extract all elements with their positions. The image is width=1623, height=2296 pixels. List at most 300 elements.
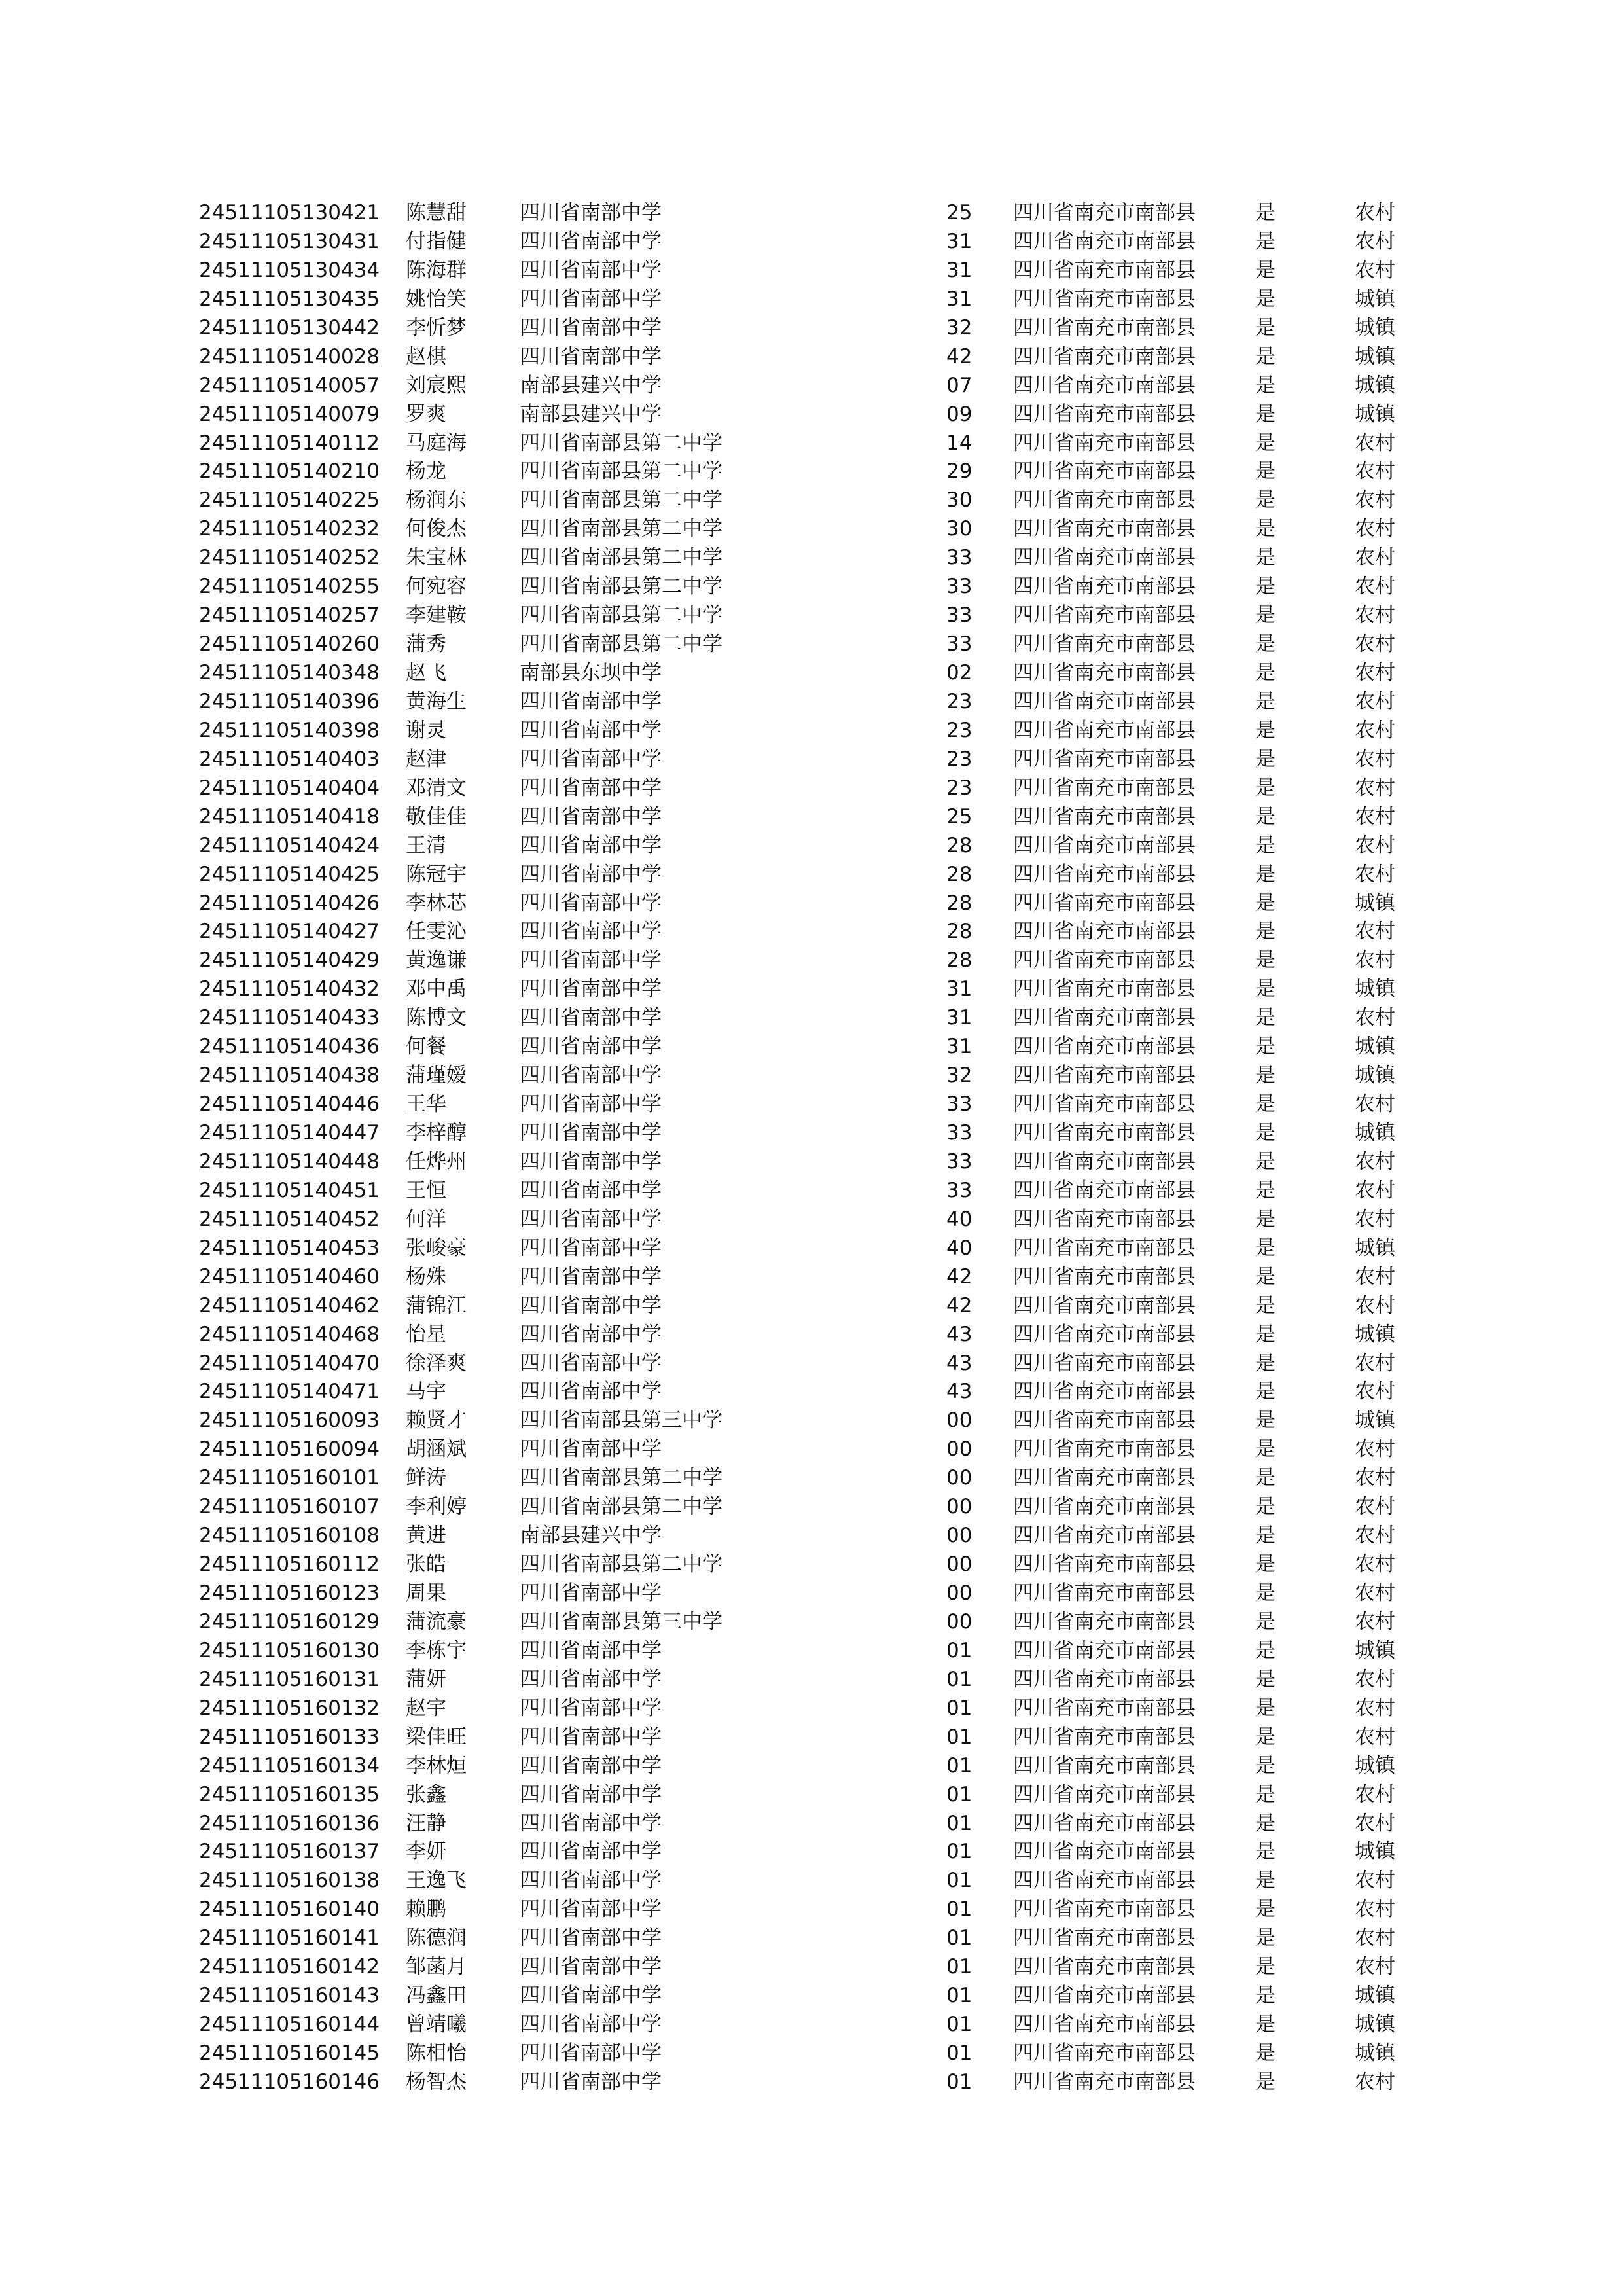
eligibility-flag: 是 [1255,1293,1275,1318]
residence-type: 农村 [1355,459,1395,484]
class-code: 31 [946,977,972,1001]
exam-number: 24511105140252 [199,546,380,570]
eligibility-flag: 是 [1255,891,1275,915]
household-region: 四川省南充市南部县 [1013,804,1196,829]
school-name: 四川省南部中学 [520,1840,662,1864]
table-row [0,515,1623,544]
residence-type: 农村 [1355,1667,1395,1691]
class-code: 40 [946,1207,972,1231]
table-row [0,1810,1623,1839]
student-name: 邹菡月 [406,1955,467,1979]
residence-type: 农村 [1355,1926,1395,1950]
student-name: 赵津 [406,747,446,771]
eligibility-flag: 是 [1255,546,1275,570]
exam-number: 24511105160112 [199,1552,380,1577]
table-row [0,1723,1623,1752]
eligibility-flag: 是 [1255,258,1275,282]
school-name: 四川省南部中学 [520,201,662,224]
eligibility-flag: 是 [1255,1236,1275,1260]
residence-type: 农村 [1355,1149,1395,1174]
school-name: 四川省南部县第二中学 [520,603,722,628]
residence-type: 农村 [1355,575,1395,599]
student-name: 邓清文 [406,776,467,800]
class-code: 33 [946,1149,972,1174]
household-region: 四川省南充市南部县 [1013,1322,1196,1346]
school-name: 四川省南部中学 [520,1811,662,1835]
student-name: 黄海生 [406,689,467,713]
class-code: 01 [946,1984,972,2008]
class-code: 23 [946,718,972,742]
residence-type: 城镇 [1355,373,1395,397]
table-row [0,1464,1623,1493]
student-name: 王清 [406,833,446,857]
eligibility-flag: 是 [1255,632,1275,656]
table-row [0,745,1623,774]
school-name: 四川省南部中学 [520,804,662,829]
exam-number: 24511105140260 [199,632,380,656]
table-row [0,401,1623,429]
residence-type: 城镇 [1355,287,1395,311]
eligibility-flag: 是 [1255,1207,1275,1231]
eligibility-flag: 是 [1255,661,1275,685]
school-name: 南部县建兴中学 [520,402,662,426]
residence-type: 农村 [1355,948,1395,973]
exam-number: 24511105140433 [199,1006,380,1030]
school-name: 四川省南部中学 [520,258,662,282]
table-row [0,1090,1623,1119]
residence-type: 农村 [1355,1207,1395,1231]
household-region: 四川省南充市南部县 [1013,661,1196,685]
school-name: 四川省南部中学 [520,1380,662,1404]
residence-type: 城镇 [1355,1638,1395,1662]
school-name: 四川省南部中学 [520,2070,662,2094]
residence-type: 农村 [1355,661,1395,685]
table-row [0,1695,1623,1723]
exam-number: 24511105140210 [199,459,380,484]
exam-number: 24511105130421 [199,201,380,224]
school-name: 四川省南部中学 [520,2041,662,2065]
household-region: 四川省南充市南部县 [1013,891,1196,915]
exam-number: 24511105160136 [199,1811,380,1835]
exam-number: 24511105130442 [199,315,380,340]
table-row [0,717,1623,745]
household-region: 四川省南充市南部县 [1013,402,1196,426]
household-region: 四川省南充市南部县 [1013,201,1196,224]
exam-number: 24511105140470 [199,1351,380,1375]
school-name: 四川省南部中学 [520,1696,662,1720]
class-code: 30 [946,488,972,512]
household-region: 四川省南充市南部县 [1013,315,1196,340]
household-region: 四川省南充市南部县 [1013,258,1196,282]
residence-type: 农村 [1355,747,1395,771]
table-row [0,1119,1623,1148]
residence-type: 城镇 [1355,2013,1395,2037]
class-code: 31 [946,287,972,311]
class-code: 43 [946,1351,972,1375]
residence-type: 城镇 [1355,1408,1395,1433]
eligibility-flag: 是 [1255,1667,1275,1691]
class-code: 01 [946,1955,972,1979]
table-row [0,1895,1623,1924]
household-region: 四川省南充市南部县 [1013,689,1196,713]
school-name: 四川省南部中学 [520,315,662,340]
household-region: 四川省南充市南部县 [1013,833,1196,857]
exam-number: 24511105140255 [199,575,380,599]
residence-type: 农村 [1355,632,1395,656]
student-name: 王华 [406,1092,446,1117]
class-code: 28 [946,891,972,915]
table-row [0,1033,1623,1062]
school-name: 四川省南部县第二中学 [520,546,722,570]
residence-type: 农村 [1355,718,1395,742]
student-name: 赵飞 [406,661,446,685]
eligibility-flag: 是 [1255,1926,1275,1950]
school-name: 四川省南部中学 [520,1984,662,2008]
school-name: 四川省南部中学 [520,977,662,1001]
school-name: 四川省南部中学 [520,1897,662,1922]
school-name: 四川省南部中学 [520,1638,662,1662]
class-code: 33 [946,1121,972,1145]
student-name: 杨润东 [406,488,467,512]
eligibility-flag: 是 [1255,2070,1275,2094]
table-row [0,1953,1623,1982]
eligibility-flag: 是 [1255,402,1275,426]
school-name: 四川省南部县第二中学 [520,1495,722,1519]
exam-number: 24511105160138 [199,1869,380,1893]
residence-type: 农村 [1355,229,1395,253]
exam-number: 24511105130431 [199,229,380,253]
eligibility-flag: 是 [1255,1351,1275,1375]
class-code: 29 [946,459,972,484]
student-name: 何洋 [406,1207,446,1231]
table-row [0,2068,1623,2097]
eligibility-flag: 是 [1255,1638,1275,1662]
residence-type: 农村 [1355,488,1395,512]
residence-type: 农村 [1355,517,1395,541]
table-row [0,1148,1623,1177]
class-code: 00 [946,1466,972,1490]
eligibility-flag: 是 [1255,431,1275,455]
eligibility-flag: 是 [1255,575,1275,599]
exam-number: 24511105140112 [199,431,380,455]
eligibility-flag: 是 [1255,1495,1275,1519]
student-name: 陈海群 [406,258,467,282]
school-name: 四川省南部中学 [520,1926,662,1950]
household-region: 四川省南充市南部县 [1013,344,1196,368]
exam-number: 24511105160108 [199,1524,380,1548]
student-name: 马庭海 [406,431,467,455]
class-code: 00 [946,1609,972,1634]
residence-type: 城镇 [1355,344,1395,368]
class-code: 00 [946,1524,972,1548]
student-name: 杨龙 [406,459,446,484]
residence-type: 农村 [1355,1351,1395,1375]
class-code: 01 [946,2070,972,2094]
eligibility-flag: 是 [1255,315,1275,340]
household-region: 四川省南充市南部县 [1013,229,1196,253]
class-code: 23 [946,776,972,800]
household-region: 四川省南充市南部县 [1013,459,1196,484]
school-name: 四川省南部中学 [520,1236,662,1260]
table-row [0,774,1623,803]
residence-type: 农村 [1355,431,1395,455]
class-code: 01 [946,1782,972,1806]
class-code: 00 [946,1408,972,1433]
eligibility-flag: 是 [1255,1121,1275,1145]
eligibility-flag: 是 [1255,2041,1275,2065]
household-region: 四川省南充市南部县 [1013,517,1196,541]
household-region: 四川省南充市南部县 [1013,373,1196,397]
student-name: 怡星 [406,1322,446,1346]
residence-type: 农村 [1355,1380,1395,1404]
household-region: 四川省南充市南部县 [1013,1006,1196,1030]
residence-type: 城镇 [1355,891,1395,915]
student-name: 杨智杰 [406,2070,467,2094]
residence-type: 农村 [1355,1581,1395,1605]
exam-number: 24511105130434 [199,258,380,282]
exam-number: 24511105160133 [199,1725,380,1749]
eligibility-flag: 是 [1255,1466,1275,1490]
class-code: 31 [946,229,972,253]
exam-number: 24511105140432 [199,977,380,1001]
eligibility-flag: 是 [1255,1178,1275,1202]
table-row [0,1321,1623,1350]
household-region: 四川省南充市南部县 [1013,1955,1196,1979]
exam-number: 24511105140452 [199,1207,380,1231]
eligibility-flag: 是 [1255,344,1275,368]
household-region: 四川省南充市南部县 [1013,1926,1196,1950]
household-region: 四川省南充市南部县 [1013,431,1196,455]
eligibility-flag: 是 [1255,1265,1275,1289]
school-name: 四川省南部中学 [520,2013,662,2037]
eligibility-flag: 是 [1255,1581,1275,1605]
class-code: 01 [946,1811,972,1835]
school-name: 四川省南部中学 [520,1035,662,1059]
class-code: 00 [946,1581,972,1605]
table-row [0,1435,1623,1464]
eligibility-flag: 是 [1255,977,1275,1001]
table-row [0,199,1623,228]
eligibility-flag: 是 [1255,1035,1275,1059]
class-code: 00 [946,1495,972,1519]
household-region: 四川省南充市南部县 [1013,1984,1196,2008]
residence-type: 农村 [1355,920,1395,944]
school-name: 四川省南部县第二中学 [520,575,722,599]
household-region: 四川省南充市南部县 [1013,546,1196,570]
household-region: 四川省南充市南部县 [1013,1380,1196,1404]
exam-number: 24511105160107 [199,1495,380,1519]
student-name: 任雯沁 [406,920,467,944]
table-row [0,1924,1623,1953]
class-code: 01 [946,1667,972,1691]
school-name: 四川省南部中学 [520,833,662,857]
table-row [0,601,1623,630]
school-name: 四川省南部中学 [520,718,662,742]
table-row [0,573,1623,601]
class-code: 43 [946,1322,972,1346]
household-region: 四川省南充市南部县 [1013,920,1196,944]
residence-type: 农村 [1355,1696,1395,1720]
exam-number: 24511105140028 [199,344,380,368]
residence-type: 农村 [1355,1725,1395,1749]
household-region: 四川省南充市南部县 [1013,977,1196,1001]
household-region: 四川省南充市南部县 [1013,1782,1196,1806]
school-name: 南部县建兴中学 [520,1524,662,1548]
table-row [0,314,1623,343]
residence-type: 农村 [1355,1006,1395,1030]
residence-type: 农村 [1355,201,1395,224]
class-code: 28 [946,920,972,944]
residence-type: 农村 [1355,1524,1395,1548]
student-name: 谢灵 [406,718,446,742]
exam-number: 24511105140471 [199,1380,380,1404]
table-row [0,946,1623,975]
student-name: 蒲妍 [406,1667,446,1691]
residence-type: 农村 [1355,1869,1395,1893]
school-name: 四川省南部中学 [520,1782,662,1806]
table-row [0,1350,1623,1378]
eligibility-flag: 是 [1255,1092,1275,1117]
eligibility-flag: 是 [1255,1609,1275,1634]
class-code: 31 [946,258,972,282]
table-row [0,1263,1623,1292]
student-name: 何宛容 [406,575,467,599]
household-region: 四川省南充市南部县 [1013,1524,1196,1548]
residence-type: 农村 [1355,1466,1395,1490]
class-code: 32 [946,315,972,340]
exam-number: 24511105130435 [199,287,380,311]
school-name: 四川省南部中学 [520,344,662,368]
household-region: 四川省南充市南部县 [1013,2013,1196,2037]
eligibility-flag: 是 [1255,459,1275,484]
household-region: 四川省南充市南部县 [1013,1897,1196,1922]
eligibility-flag: 是 [1255,1408,1275,1433]
residence-type: 农村 [1355,1897,1395,1922]
exam-number: 24511105160145 [199,2041,380,2065]
household-region: 四川省南充市南部县 [1013,1293,1196,1318]
student-list-table [0,199,1623,2097]
household-region: 四川省南充市南部县 [1013,1869,1196,1893]
school-name: 四川省南部县第二中学 [520,431,722,455]
residence-type: 农村 [1355,1265,1395,1289]
table-row [0,1493,1623,1522]
eligibility-flag: 是 [1255,1524,1275,1548]
eligibility-flag: 是 [1255,1149,1275,1174]
table-row [0,1522,1623,1551]
eligibility-flag: 是 [1255,1006,1275,1030]
table-row [0,1781,1623,1810]
school-name: 四川省南部中学 [520,1955,662,1979]
school-name: 四川省南部中学 [520,229,662,253]
school-name: 四川省南部中学 [520,1351,662,1375]
table-row [0,1062,1623,1090]
household-region: 四川省南充市南部县 [1013,1149,1196,1174]
table-row [0,457,1623,486]
table-row [0,1666,1623,1695]
school-name: 四川省南部中学 [520,1581,662,1605]
exam-number: 24511105140257 [199,603,380,628]
class-code: 40 [946,1236,972,1260]
exam-number: 24511105140404 [199,776,380,800]
eligibility-flag: 是 [1255,229,1275,253]
eligibility-flag: 是 [1255,1064,1275,1088]
exam-number: 24511105140453 [199,1236,380,1260]
school-name: 四川省南部中学 [520,1725,662,1749]
student-name: 周果 [406,1581,446,1605]
school-name: 四川省南部中学 [520,862,662,886]
school-name: 四川省南部中学 [520,948,662,973]
exam-number: 24511105160094 [199,1437,380,1462]
class-code: 42 [946,1293,972,1318]
class-code: 01 [946,1725,972,1749]
table-row [0,1004,1623,1033]
exam-number: 24511105160129 [199,1609,380,1634]
exam-number: 24511105160143 [199,1984,380,2008]
school-name: 四川省南部中学 [520,920,662,944]
exam-number: 24511105160132 [199,1696,380,1720]
eligibility-flag: 是 [1255,373,1275,397]
table-row [0,659,1623,688]
class-code: 23 [946,747,972,771]
school-name: 四川省南部县第三中学 [520,1408,722,1433]
table-row [0,544,1623,573]
table-row [0,2039,1623,2068]
eligibility-flag: 是 [1255,287,1275,311]
student-name: 陈相怡 [406,2041,467,2065]
exam-number: 24511105140348 [199,661,380,685]
class-code: 25 [946,804,972,829]
exam-number: 24511105140403 [199,747,380,771]
household-region: 四川省南充市南部县 [1013,1178,1196,1202]
household-region: 四川省南充市南部县 [1013,287,1196,311]
student-name: 徐泽爽 [406,1351,467,1375]
household-region: 四川省南充市南部县 [1013,488,1196,512]
residence-type: 农村 [1355,258,1395,282]
school-name: 四川省南部中学 [520,1667,662,1691]
school-name: 四川省南部中学 [520,747,662,771]
household-region: 四川省南充市南部县 [1013,1667,1196,1691]
residence-type: 城镇 [1355,1064,1395,1088]
class-code: 01 [946,1753,972,1778]
household-region: 四川省南充市南部县 [1013,1437,1196,1462]
household-region: 四川省南充市南部县 [1013,1840,1196,1864]
student-name: 黄逸谦 [406,948,467,973]
school-name: 南部县建兴中学 [520,373,662,397]
school-name: 四川省南部县第二中学 [520,1552,722,1577]
table-row [0,1292,1623,1321]
exam-number: 24511105140424 [199,833,380,857]
residence-type: 农村 [1355,862,1395,886]
school-name: 四川省南部中学 [520,1293,662,1318]
student-name: 赵宇 [406,1696,446,1720]
student-name: 姚怡笑 [406,287,467,311]
table-row [0,2011,1623,2039]
class-code: 01 [946,1840,972,1864]
table-row [0,630,1623,659]
student-name: 梁佳旺 [406,1725,467,1749]
class-code: 33 [946,603,972,628]
student-name: 赖贤才 [406,1408,467,1433]
exam-number: 24511105140057 [199,373,380,397]
school-name: 四川省南部中学 [520,1869,662,1893]
residence-type: 农村 [1355,1495,1395,1519]
school-name: 四川省南部中学 [520,1092,662,1117]
school-name: 四川省南部中学 [520,891,662,915]
table-row [0,343,1623,372]
eligibility-flag: 是 [1255,833,1275,857]
student-name: 王恒 [406,1178,446,1202]
class-code: 28 [946,862,972,886]
